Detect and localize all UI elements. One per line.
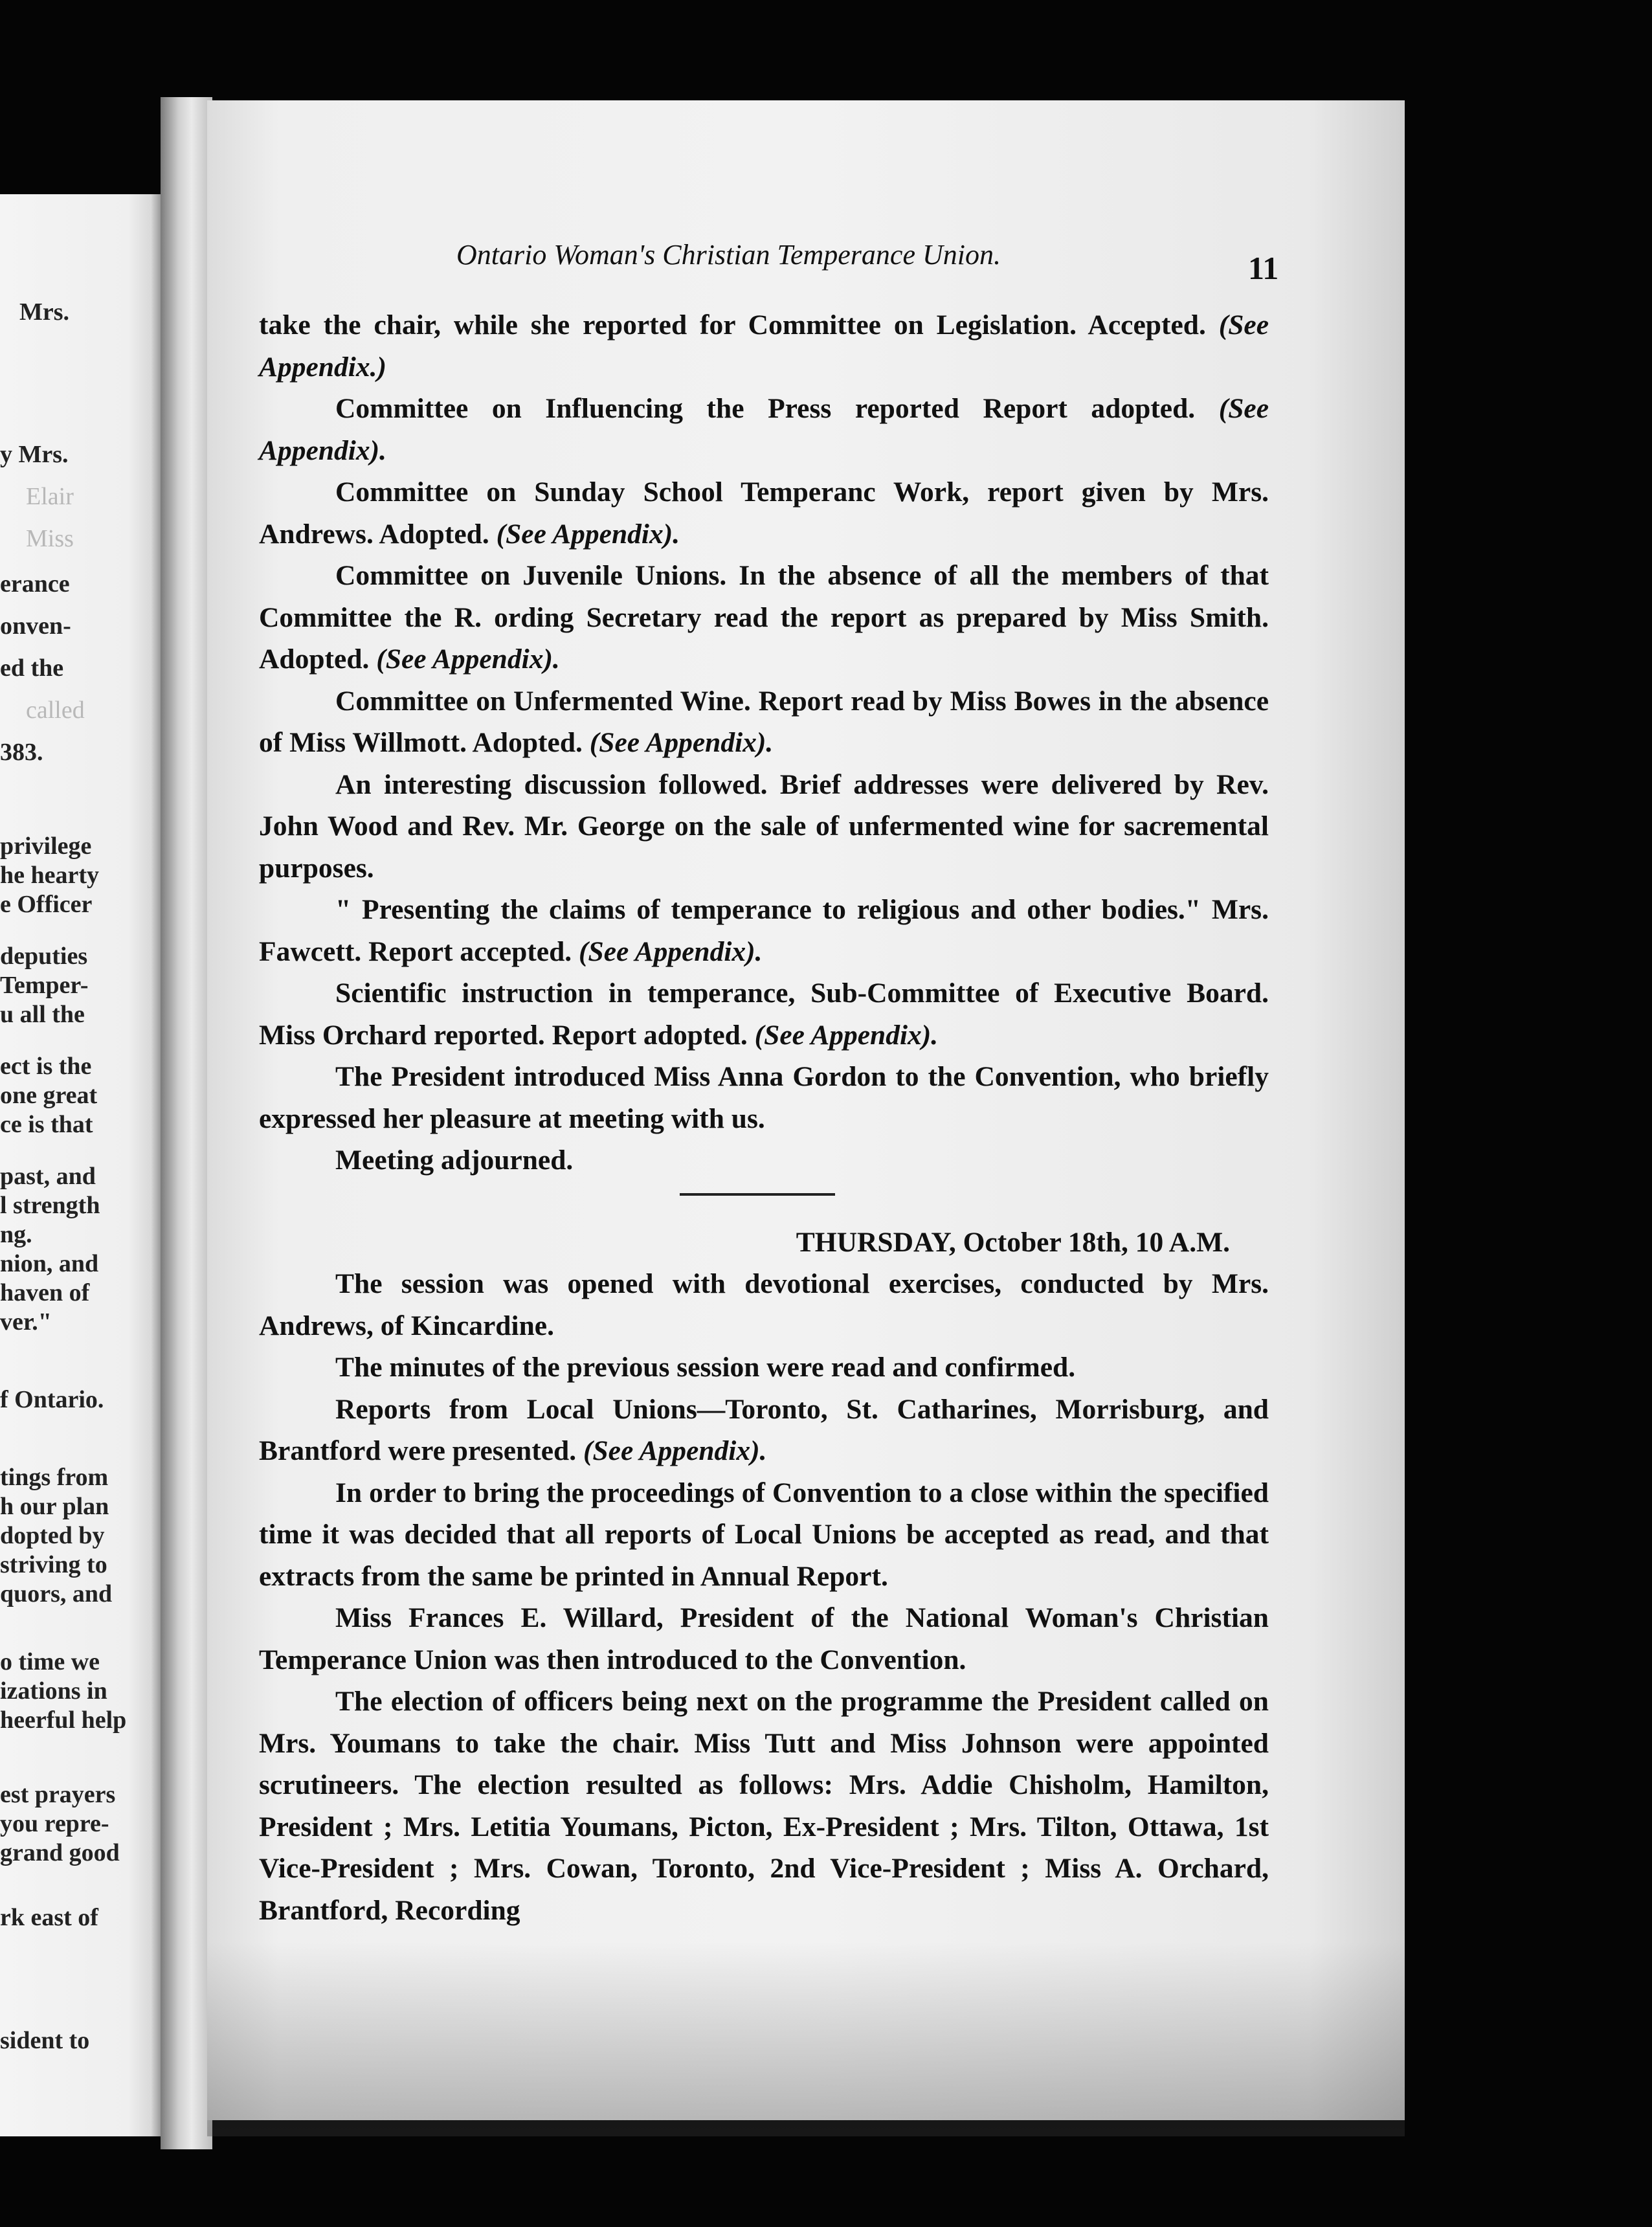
- paragraph: [259, 889, 1269, 972]
- left-page-fragment: quors, and: [0, 1580, 113, 1607]
- page-shadow: [207, 1942, 1405, 2136]
- left-page-fragment: haven of: [0, 1279, 90, 1306]
- paragraph-text: In order to bring the proceedings of Convention to a close within the specified time it was decided that all reports of Local Unions be accepted as read, and that extracts from the same be printed in Annual Report.: [259, 1477, 1269, 1592]
- left-page-fragment: erance: [0, 570, 70, 598]
- appendix-reference: (See Appendix).: [496, 518, 680, 550]
- left-page-fragment: grand good: [0, 1839, 120, 1866]
- left-page-fragment: ed the: [0, 655, 64, 682]
- paragraph-text: Meeting adjourned.: [335, 1145, 574, 1176]
- paragraph: [259, 1472, 1269, 1598]
- paragraph: [259, 680, 1269, 764]
- paragraph: [259, 972, 1269, 1056]
- paragraph-text: The minutes of the previous session were read and confirmed.: [335, 1352, 1076, 1383]
- left-page-fragment: e Officer: [0, 891, 93, 918]
- paragraph-text: take the chair, while she reported for Committee on Legislation. Accepted.: [259, 309, 1219, 341]
- paragraph-text: The election of officers being next on the programme the President called on Mrs. Youmans to take the chair. Miss Tutt and Miss Johnson were appointed scrutineers. The election resulted as follows: Mrs. Addie Chisholm, Hamilton, President ; Mrs. Letitia Youmans, Picton, Ex-President ; Mrs. Tilton, Ottawa, 1st Vice-President ; Mrs. Cowan, Toronto, 2nd Vice-President ; Miss A. Orchard, Brantford, Recording: [259, 1686, 1269, 1926]
- left-page-fragment: dopted by: [0, 1522, 105, 1549]
- appendix-reference: (See Appendix).: [589, 727, 774, 758]
- paragraph: [259, 388, 1269, 471]
- appendix-reference: (See Appendix.): [259, 309, 1269, 383]
- left-page-fragment: 383.: [0, 739, 43, 766]
- section-divider: [259, 1181, 1269, 1222]
- appendix-reference: (See Appendix).: [259, 393, 1269, 466]
- left-page-fragment: o time we: [0, 1648, 100, 1675]
- appendix-reference: (See Appendix).: [583, 1435, 767, 1466]
- left-page-fragment: Miss: [26, 525, 74, 552]
- left-page-fragment: striving to: [0, 1551, 107, 1578]
- body-text: [259, 304, 1269, 1931]
- page-number: 11: [1248, 250, 1279, 286]
- left-page-fragment: Elair: [26, 483, 74, 510]
- paragraph-group-2: [259, 1263, 1269, 1931]
- left-page-fragment: ng.: [0, 1221, 32, 1248]
- left-page-fragment: rk east of: [0, 1904, 98, 1931]
- paragraph: [259, 471, 1269, 555]
- left-page-fragment: h our plan: [0, 1493, 109, 1520]
- left-page-fragment: onven-: [0, 612, 71, 640]
- paragraph: [259, 1139, 1269, 1181]
- paragraph: [259, 1347, 1269, 1389]
- appendix-reference: (See Appendix).: [754, 1019, 939, 1051]
- paragraph-text: The President introduced Miss Anna Gordon to the Convention, who briefly expressed her pleasure at meeting with us.: [259, 1061, 1269, 1134]
- left-page-fragment: est prayers: [0, 1781, 116, 1808]
- appendix-reference: (See Appendix).: [579, 935, 763, 967]
- left-page-fragment: izations in: [0, 1677, 107, 1705]
- divider-rule: [680, 1193, 835, 1196]
- left-page-fragment: tings from: [0, 1464, 109, 1491]
- left-page-fragment: l strength: [0, 1192, 100, 1219]
- left-page-fragment: one great: [0, 1082, 98, 1109]
- session-heading: THURSDAY, October 18th, 10 A.M.: [796, 1226, 1230, 1258]
- left-page-fragment: sident to: [0, 2027, 90, 2054]
- paragraph-text: Scientific instruction in temperance, Sub-Committee of Executive Board. Miss Orchard reported. Report adopted.: [259, 978, 1269, 1051]
- left-page-fragment: Mrs.: [19, 298, 70, 326]
- left-page-fragment: ce is that: [0, 1111, 93, 1138]
- paragraph-text: An interesting discussion followed. Brief addresses were delivered by Rev. John Wood and Rev. Mr. George on the sale of unfermented wine for sacremental purposes.: [259, 768, 1269, 884]
- left-page-fragment: Temper-: [0, 972, 89, 999]
- left-page-fragment: u all the: [0, 1001, 85, 1028]
- paragraph: [259, 1681, 1269, 1931]
- paragraph-group-1: [259, 304, 1269, 1181]
- paragraph: [259, 764, 1269, 890]
- paragraph: [259, 555, 1269, 680]
- paragraph-text: Committee on Influencing the Press reported Report adopted.: [335, 393, 1219, 424]
- paragraph: [259, 1389, 1269, 1472]
- left-page-fragment: he hearty: [0, 862, 100, 889]
- left-page-fragment: deputies: [0, 943, 88, 970]
- paragraph-text: Committee on Juvenile Unions. In the absence of all the members of that Committee the R. ording Secretary read the report as prepared by Miss Smith. Adopted.: [259, 560, 1269, 675]
- paragraph-text: Committee on Unfermented Wine. Report read by Miss Bowes in the absence of Miss Willmott. Adopted.: [259, 685, 1269, 758]
- left-page-fragment: called: [26, 697, 85, 724]
- running-header: Ontario Woman's Christian Temperance Union.: [456, 239, 1001, 271]
- paragraph-text: " Presenting the claims of temperance to religious and other bodies." Mrs. Fawcett. Report accepted.: [259, 894, 1269, 967]
- paragraph: [259, 1263, 1269, 1347]
- left-page-fragment: you repre-: [0, 1810, 109, 1837]
- left-page-fragment: privilege: [0, 833, 92, 860]
- left-facing-page: [0, 194, 161, 2136]
- paragraph-text: Reports from Local Unions—Toronto, St. Catharines, Morrisburg, and Brantford were presented.: [259, 1393, 1269, 1466]
- appendix-reference: (See Appendix).: [376, 643, 560, 675]
- left-page-fragment: y Mrs.: [0, 441, 69, 468]
- book-binding-gutter: [161, 97, 212, 2149]
- paragraph: [259, 1056, 1269, 1139]
- left-page-fragment: ect is the: [0, 1053, 92, 1080]
- left-page-fragment: past, and: [0, 1163, 96, 1190]
- left-page-fragment: nion, and: [0, 1250, 99, 1277]
- paragraph: [259, 1597, 1269, 1681]
- paragraph-text: Miss Frances E. Willard, President of the National Woman's Christian Temperance Union was then introduced to the Convention.: [259, 1602, 1269, 1675]
- paragraph: [259, 304, 1269, 388]
- left-page-fragment: ver.": [0, 1308, 52, 1336]
- paragraph-text: Committee on Sunday School Temperanc Work, report given by Mrs. Andrews. Adopted.: [259, 476, 1269, 550]
- paragraph-text: The session was opened with devotional exercises, conducted by Mrs. Andrews, of Kincardine.: [259, 1268, 1269, 1341]
- left-page-fragment: heerful help: [0, 1707, 127, 1734]
- left-page-fragment: f Ontario.: [0, 1386, 104, 1413]
